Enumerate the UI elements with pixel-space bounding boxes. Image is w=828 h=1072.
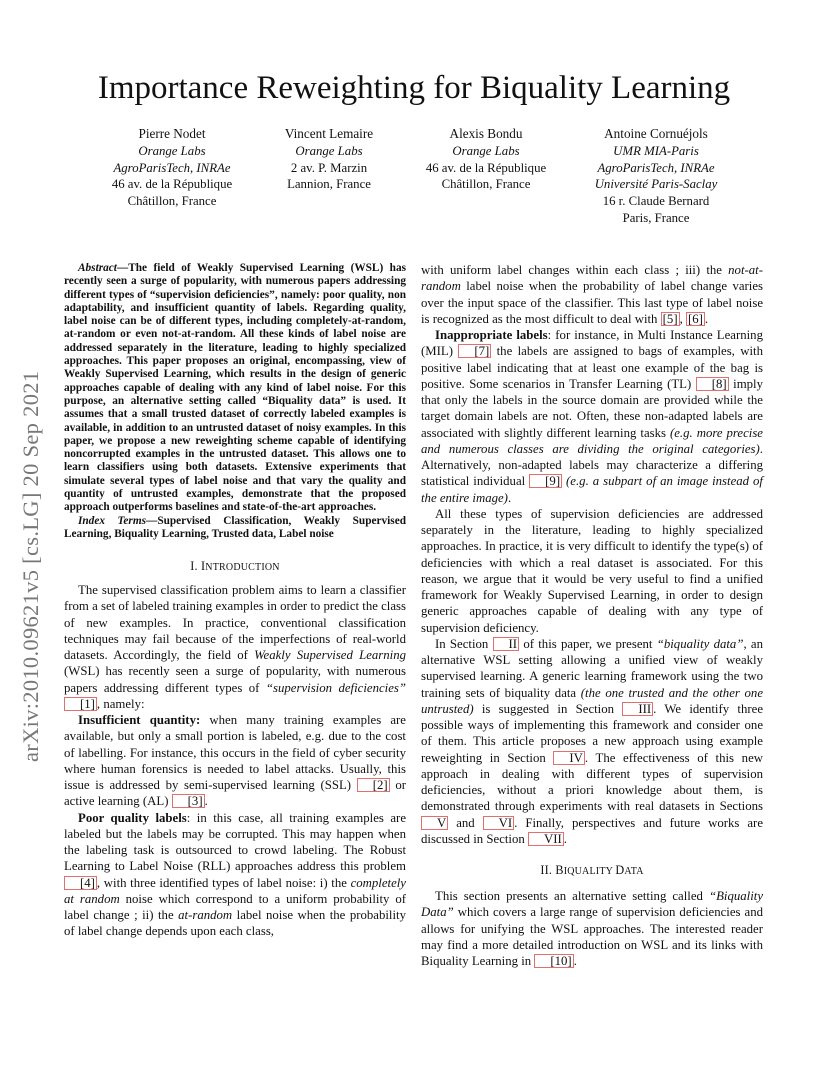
author-address: Paris, France <box>622 210 690 225</box>
citation-link[interactable]: [7] <box>458 344 491 358</box>
author-org: UMR MIA-Paris <box>613 143 699 158</box>
author-address: 16 r. Claude Bernard <box>602 194 710 209</box>
index-terms-text: —Supervised Classification, Weakly Supervised Learning, Biquality Learning, Trusted data, Label noise <box>64 514 406 540</box>
section-link[interactable]: VII <box>528 832 564 846</box>
author-name: Alexis Bondu <box>449 126 523 141</box>
author-block <box>578 126 734 227</box>
author-address: 46 av. de la République <box>111 177 233 192</box>
citation-link[interactable]: [6] <box>687 311 703 326</box>
citation-link[interactable]: [2] <box>357 778 390 792</box>
citation-link[interactable]: [4] <box>64 876 97 890</box>
abstract-label: Abstract <box>78 262 117 274</box>
section-link[interactable]: II <box>493 637 520 651</box>
author-address: Lannion, France <box>287 177 371 192</box>
citation-link[interactable]: [5] <box>662 311 678 326</box>
citation-link[interactable]: [9] <box>529 474 562 488</box>
citation-link[interactable]: [8] <box>696 377 729 391</box>
section-link[interactable]: III <box>622 702 653 716</box>
author-org: Orange Labs <box>452 143 520 158</box>
left-column <box>64 262 406 940</box>
author-name: Vincent Lemaire <box>284 126 374 141</box>
abstract <box>64 262 406 515</box>
author-org: Orange Labs <box>138 143 206 158</box>
paragraph-poor-quality-labels: Poor quality labels: in this case, all training examples are labeled but the labels may be corrupted. This may happen when the labeling task is outsourced to crowd labeling. The Robust Learning to Label Noise (RLL) approaches address this problem [4] , with three identified types of label noise: i) the completely at random noise which correspond to a uniform probability of label change ; ii) the at-random label noise when the probability of label change depends upon each class, <box>64 810 406 939</box>
author-address: Université Paris-Saclay <box>594 177 718 192</box>
citation-link[interactable]: [1] <box>64 697 97 711</box>
citation-link[interactable]: [3] <box>172 794 205 808</box>
paragraph-insufficient-quantity: Insufficient quantity: when many training examples are available, but only a small portion is labeled, e.g. due to the cost of labelling. For instance, this occurs in the field of cyber security where human forensics is needed to label attacks. Usually, this issue is addressed by semi-supervised learning (SSL) [2] or active learning (AL) [3] . <box>64 713 406 809</box>
author-name: Antoine Cornuéjols <box>604 126 708 141</box>
citation-link[interactable]: [10] <box>534 954 573 968</box>
section-link[interactable]: VI <box>483 816 515 830</box>
author-block <box>259 126 399 193</box>
section-heading-introduction: I. INTRODUCTION <box>190 559 280 574</box>
right-column <box>421 262 763 969</box>
paper-title: Importance Reweighting for Biquality Learning <box>97 70 731 106</box>
author-address: 46 av. de la République <box>425 160 547 175</box>
paragraph-inappropriate-labels: Inappropriate labels: for instance, in Multi Instance Learning (MIL) [7] the labels are assigned to bags of examples, with positive label indicating that at least one example of the bag is positive. Some scenarios in Transfer Learning (TL) [8] imply that only the labels in the source domain are provided while the target domain labels are not. Often, these non-adapted labels are associated with slightly different learning tasks (e.g. more precise and numerous classes are dividing the original categories). Alternatively, non-adapted labels may characterize a differing statistical individual [9] (e.g. a subpart of an image instead of the entire image). <box>421 328 764 505</box>
author-name: Pierre Nodet <box>138 126 206 141</box>
paragraph-supervision-deficiencies: All these types of supervision deficiencies are addressed separately in the literature, leading to highly specialized approaches. In practice, it is very difficult to identify the type(s) of deficiencies with which a real dataset is associated. For this reason, we argue that it would be very useful to find a unified framework for Weakly Supervised Learning, in order to design generic approaches capable of dealing with any type of supervision deficiency. <box>421 506 763 635</box>
author-inst: AgroParisTech, INRAe <box>113 160 231 175</box>
author-address: Châtillon, France <box>441 177 531 192</box>
author-block <box>410 126 562 193</box>
author-org: Orange Labs <box>295 143 363 158</box>
paragraph-continued: with uniform label changes within each class ; iii) the not-at-random label noise when the probability of label change varies over the input space of the classifier. This last type of label noise is recognized as the most difficult to deal with [5] , [6] . <box>421 263 763 326</box>
index-terms-label: Index Terms <box>78 514 147 527</box>
index-terms <box>64 515 406 542</box>
intro-paragraph: The supervised classification problem aims to learn a classifier from a set of labeled training examples in order to predict the class of new examples. In practice, conventional classification techniques may fail because of the imperfections of real-world datasets. Accordingly, the field of Weakly Supervised Learning (WSL) has recently seen a surge of popularity, with numerous papers addressing different types of “supervision deficiencies” [1] , namely: <box>64 583 407 711</box>
abstract-text: —The field of Weakly Supervised Learning (WSL) has recently seen a surge of popularity, with numerous papers addressing different types of “supervision deficiencies”, namely: poor quality, non adaptability, and insufficient quantity of labels. Regarding quality, label noise can be of different types, including completely-at-random, at-random or even not-at-random. All these kinds of label noise are addressed separately in the literature, leading to highly specialized approaches. This paper proposes an original, encompassing, view of Weakly Supervised Learning, which results in the design of generic approaches capable of dealing with any kind of label noise. For this purpose, an alternative setting called “Biquality data” is used. It assumes that a small trusted dataset of correctly labeled examples is available, in addition to an untrusted dataset of noisy examples. In this paper, we propose a new reweighting scheme capable of identifying noncorrupted examples in the untrusted dataset. This allows one to learn classifiers using both datasets. Extensive experiments that simulate several types of label noise and that vary the quality and quantity of untrusted examples, demonstrate that the proposed approach outperforms baselines and state-of-the-art approaches. <box>64 262 406 514</box>
author-address: 2 av. P. Marzin <box>290 160 368 175</box>
author-address: Châtillon, France <box>127 194 217 209</box>
section-link[interactable]: V <box>421 816 448 830</box>
author-block <box>96 126 248 210</box>
author-inst: AgroParisTech, INRAe <box>597 160 715 175</box>
section-heading-biquality-data: II. BIQUALITY DATA <box>540 863 644 877</box>
paragraph-biquality-intro: This section presents an alternative setting called “Biquality Data” which covers a large range of supervision deficiencies and allows for unifying the WSL approaches. The interested reader may find a more detailed introduction on WSL and its links with Biquality Learning in [10] . <box>421 889 763 968</box>
arxiv-stamp: arXiv:2010.09621v5 [cs.LG] 20 Sep 2021 <box>18 370 43 762</box>
section-link[interactable]: IV <box>553 751 585 765</box>
paragraph-outline: In Section II of this paper, we present “biquality data”, an alternative WSL setting allowing a unified view of weakly supervised learning. A generic learning framework using the two training sets of biquality data (the one trusted and the other one untrusted) is suggested in Section III . We identify three possible ways of implementing this framework and consider one of them. This article proposes a new approach using example reweighting in Section IV . The effectiveness of this new approach in dealing with different types of supervision deficiencies, without a priori knowledge about them, is demonstrated through experiments with real datasets in Sections V and VI . Finally, perspectives and future works are discussed in Section VII . <box>421 636 764 846</box>
